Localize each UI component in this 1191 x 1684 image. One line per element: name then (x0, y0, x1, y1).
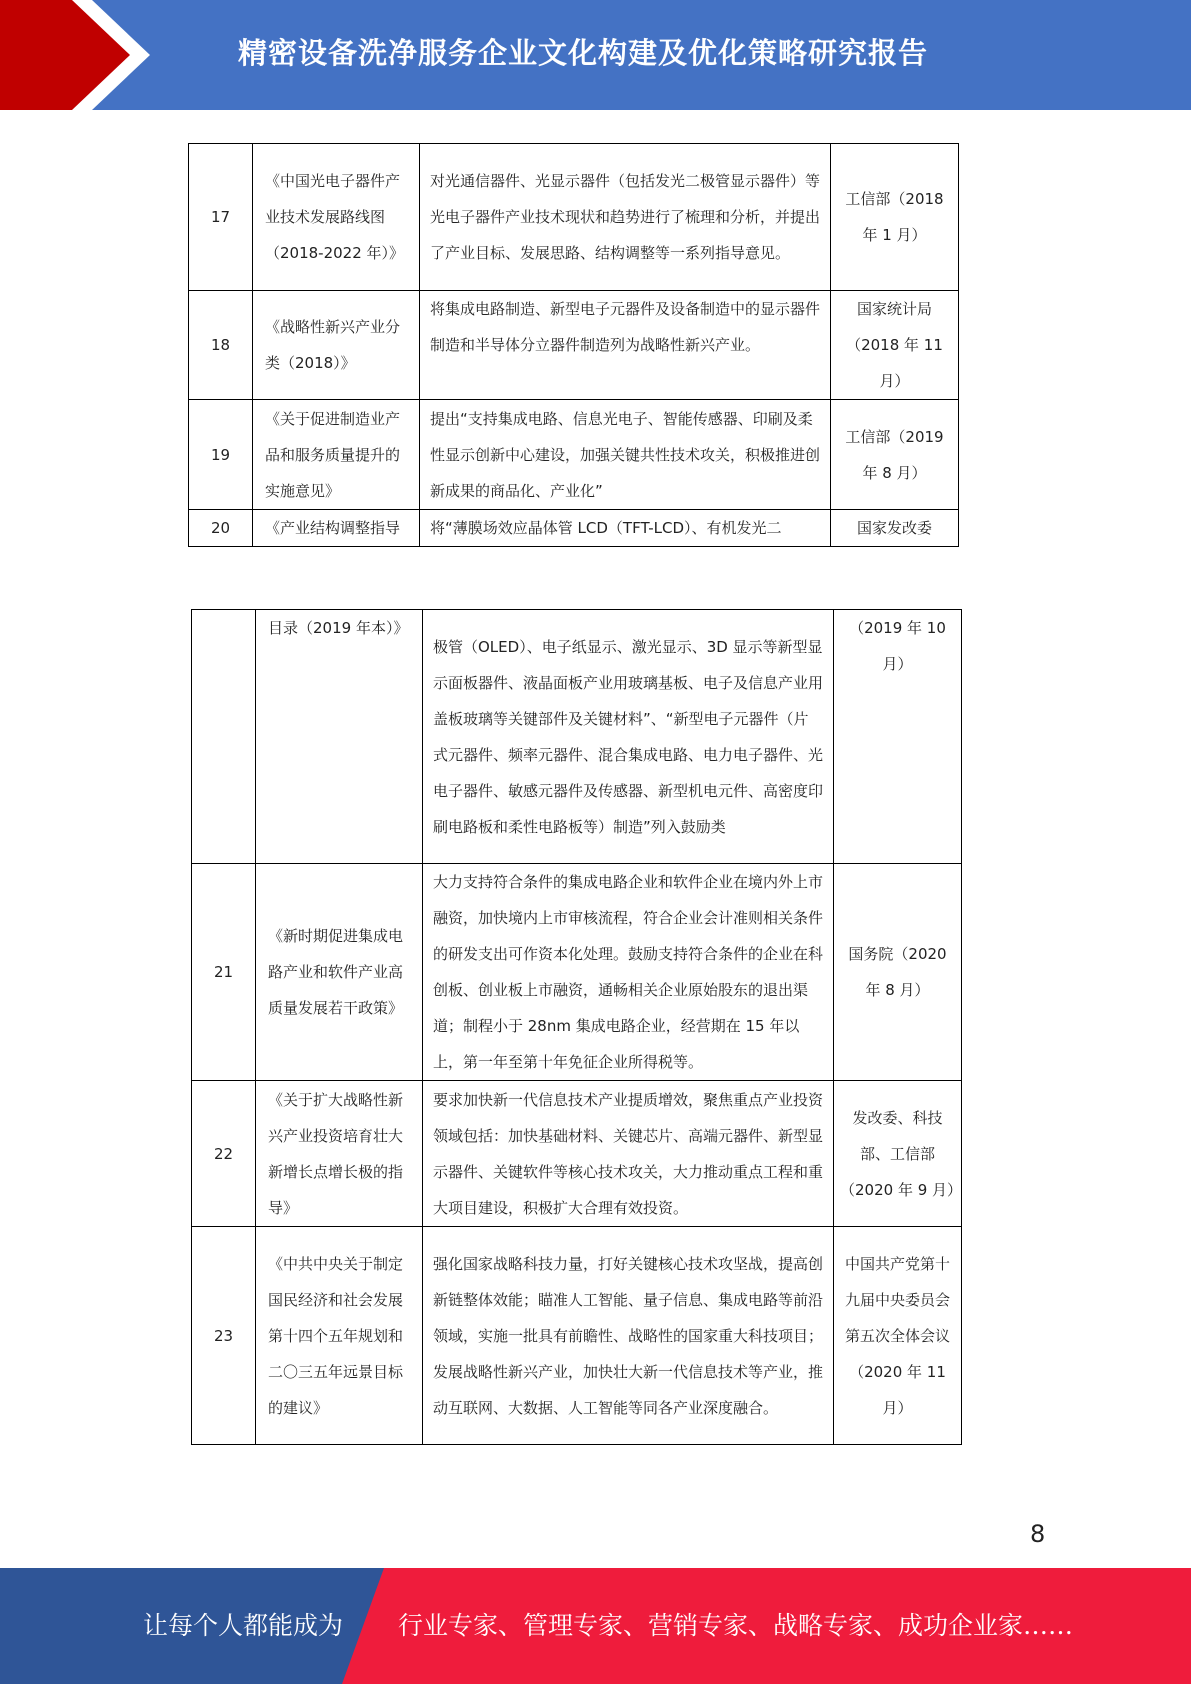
policy-source: 发改委、科技部、工信部（2020 年 9 月） (834, 1081, 962, 1227)
page-footer (0, 1568, 1191, 1684)
policy-name: 《新时期促进集成电路产业和软件产业高质量发展若干政策》 (256, 864, 423, 1081)
table-row (192, 610, 962, 864)
row-number: 21 (192, 864, 256, 1081)
table-row (189, 144, 959, 291)
table-row (192, 864, 962, 1081)
row-number (192, 610, 256, 864)
row-number: 18 (189, 291, 253, 400)
footer-slogan-left: 让每个人都能成为 (143, 1611, 344, 1640)
policy-source: 工信部（2019 年 8 月） (831, 400, 959, 510)
policy-name: 《中国光电子器件产业技术发展路线图（2018-2022 年）》 (253, 144, 420, 291)
policy-description: 将“薄膜场效应晶体管 LCD（TFT-LCD）、有机发光二 (420, 510, 831, 547)
page-header (0, 0, 1191, 110)
policy-description: 强化国家战略科技力量，打好关键核心技术攻坚战，提高创新链整体效能；瞄准人工智能、量子信息、集成电路等前沿领域，实施一批具有前瞻性、战略性的国家重大科技项目；发展战略性新兴产业，加快壮大新一代信息技术等产业，推动互联网、大数据、人工智能等同各产业深度融合。 (423, 1227, 834, 1445)
policy-description: 极管（OLED）、电子纸显示、激光显示、3D 显示等新型显示面板器件、液晶面板产业用玻璃基板、电子及信息产业用盖板玻璃等关键部件及关键材料”、“新型电子元器件（片式元器件、频率元器件、混合集成电路、电力电子器件、光电子器件、敏感元器件及传感器、新型机电元件、高密度印刷电路板和柔性电路板等）制造”列入鼓励类 (423, 610, 834, 864)
policy-source: （2019 年 10 月） (834, 610, 962, 864)
red-chevron-decoration (0, 0, 160, 110)
table-row (192, 1227, 962, 1445)
policy-description: 要求加快新一代信息技术产业提质增效，聚焦重点产业投资领域包括：加快基础材料、关键芯片、高端元器件、新型显示器件、关键软件等核心技术攻关，大力推动重点工程和重大项目建设，积极扩大合理有效投资。 (423, 1081, 834, 1227)
footer-slogan-right: 行业专家、管理专家、营销专家、战略专家、成功企业家…… (398, 1611, 1074, 1640)
policy-name: 《产业结构调整指导 (253, 510, 420, 547)
policy-source: 国务院（2020 年 8 月） (834, 864, 962, 1081)
policy-name: 《战略性新兴产业分类（2018）》 (253, 291, 420, 400)
table-row (189, 400, 959, 510)
policy-description: 将集成电路制造、新型电子元器件及设备制造中的显示器件制造和半导体分立器件制造列为战略性新兴产业。 (420, 291, 831, 400)
policy-source: 中国共产党第十九届中央委员会第五次全体会议（2020 年 11 月） (834, 1227, 962, 1445)
policy-description: 大力支持符合条件的集成电路企业和软件企业在境内外上市融资，加快境内上市审核流程，符合企业会计准则相关条件的研发支出可作资本化处理。鼓励支持符合条件的企业在科创板、创业板上市融资，通畅相关企业原始股东的退出渠道；制程小于 28nm 集成电路企业，经营期在 15 年以上，第一年至第十年免征企业所得税等。 (423, 864, 834, 1081)
report-title: 精密设备洗净服务企业文化构建及优化策略研究报告 (238, 36, 929, 70)
row-number: 17 (189, 144, 253, 291)
policy-name: 目录（2019 年本）》 (256, 610, 423, 864)
table-row (189, 510, 959, 547)
policy-source: 工信部（2018 年 1 月） (831, 144, 959, 291)
policy-name: 《中共中央关于制定国民经济和社会发展第十四个五年规划和二〇三五年远景目标的建议》 (256, 1227, 423, 1445)
policy-table-top (188, 143, 959, 547)
table-row (189, 291, 959, 400)
policy-name: 《关于促进制造业产品和服务质量提升的实施意见》 (253, 400, 420, 510)
policy-name: 《关于扩大战略性新兴产业投资培育壮大新增长点增长极的指导》 (256, 1081, 423, 1227)
policy-source: 国家发改委 (831, 510, 959, 547)
row-number: 19 (189, 400, 253, 510)
table-row (192, 1081, 962, 1227)
row-number: 23 (192, 1227, 256, 1445)
page-number: 8 (1030, 1520, 1046, 1548)
row-number: 20 (189, 510, 253, 547)
policy-description: 提出“支持集成电路、信息光电子、智能传感器、印刷及柔性显示创新中心建设，加强关键共性技术攻关，积极推进创新成果的商品化、产业化” (420, 400, 831, 510)
policy-source: 国家统计局（2018 年 11 月） (831, 291, 959, 400)
policy-table-bottom (191, 609, 962, 1445)
policy-description: 对光通信器件、光显示器件（包括发光二极管显示器件）等光电子器件产业技术现状和趋势进行了梳理和分析，并提出了产业目标、发展思路、结构调整等一系列指导意见。 (420, 144, 831, 291)
row-number: 22 (192, 1081, 256, 1227)
